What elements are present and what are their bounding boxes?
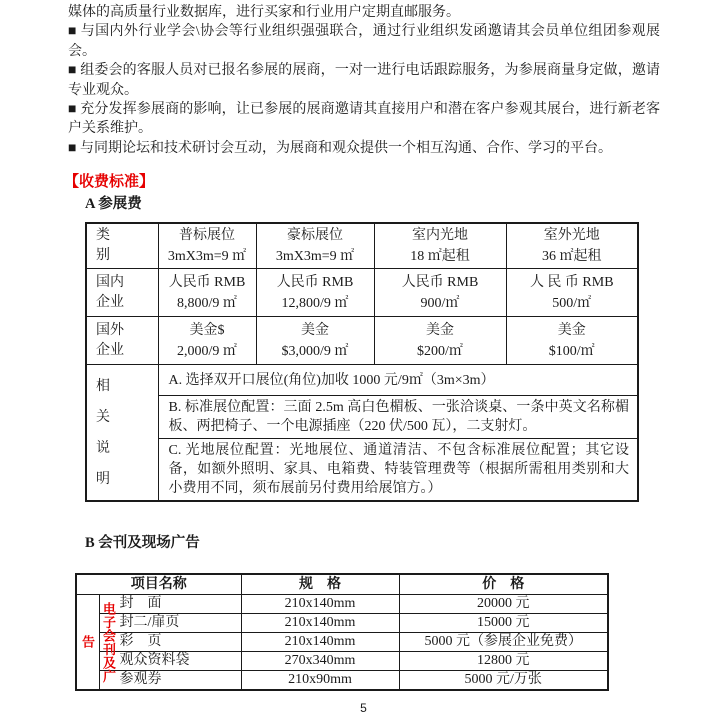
ad-table-row [76, 671, 608, 691]
foreign-price-row [86, 317, 638, 365]
section-b-heading: B 会刊及现场广告 [85, 535, 200, 551]
exhibit-fee-table [85, 222, 639, 502]
notes-row-c [86, 439, 638, 502]
note-item-c: C. 光地展位配置：光地展位、通道清洁、不包含标准展位配置；其它设备，如额外照明、家具、电箱费、特装管理费等（根据所需租用类别和大小费用不同，须布展前另付费用给展馆方。） [158, 439, 638, 502]
ad-table-header-row [76, 574, 608, 595]
ad-item-spec: 210x140mm [241, 614, 399, 633]
ad-item-name: 封二/扉页 [99, 614, 241, 633]
ad-item-name: 封 面 [99, 595, 241, 614]
intro-paragraph: 媒体的高质量行业数据库，进行买家和行业用户定期直邮服务。 [68, 5, 460, 20]
ad-item-price: 12800 元 [399, 652, 608, 671]
intro-paragraph: ■ 组委会的客服人员对已报名参展的展商，一对一进行电话跟踪服务，为参展商量身定做，邀请专业观众。 [68, 63, 660, 98]
price-cell: 美金 $200/㎡ [374, 317, 506, 365]
booth-type-header-standard: 普标展位 3mX3m=9 ㎡ [158, 223, 256, 269]
fee-table-header-row [86, 223, 638, 269]
intro-paragraph: ■ 与同期论坛和技术研讨会互动，为展商和观众提供一个相互沟通、合作、学习的平台。 [68, 140, 612, 156]
ad-item-spec: 210x90mm [241, 671, 399, 691]
ad-item-spec: 210x140mm [241, 633, 399, 652]
category-label-line: 类 [96, 228, 110, 243]
ad-item-name: 参观券 [99, 671, 241, 691]
price-cell: 人民币 RMB 12,800/9 ㎡ [256, 269, 374, 317]
domestic-price-row [86, 269, 638, 317]
domestic-label-cell: 国内 企业 [86, 269, 158, 317]
ad-header-price: 价 格 [399, 574, 608, 595]
intro-paragraph: ■ 与国内外行业学会\协会等行业组织强强联合，通过行业组织发函邀请其会员单位组团参观展会。 [68, 24, 660, 59]
section-a-heading: A 参展费 [85, 196, 142, 212]
category-label-cell [86, 223, 158, 269]
ad-header-spec: 规 格 [241, 574, 399, 595]
foreign-label-cell: 国外 企业 [86, 317, 158, 365]
ad-side-label: 电子会刊及广告 [80, 601, 116, 683]
ad-item-name: 彩 页 [99, 633, 241, 652]
notes-row-a [86, 365, 638, 396]
ad-item-spec: 210x140mm [241, 595, 399, 614]
ad-header-name: 项目名称 [76, 574, 241, 595]
intro-text [68, 3, 660, 158]
ad-rate-table [75, 573, 609, 691]
note-item-a: A. 选择双开口展位(角位)加收 1000 元/9㎡（3m×3m） [158, 365, 638, 396]
ad-item-spec: 270x340mm [241, 652, 399, 671]
ad-side-label-cell [76, 595, 116, 691]
ad-item-price: 5000 元（参展企业免费） [399, 633, 608, 652]
price-cell: 美金$ 2,000/9 ㎡ [158, 317, 256, 365]
ad-item-price: 20000 元 [399, 595, 608, 614]
note-item-b: B. 标准展位配置：三面 2.5m 高白色楣板、一张洽谈桌、一条中英文名称楣板、两把椅子、一个电源插座（220 伏/500 瓦），二支射灯。 [158, 396, 638, 439]
ad-table-row [76, 614, 608, 633]
price-cell: 人民币 RMB 8,800/9 ㎡ [158, 269, 256, 317]
notes-label-cell: 相 关 说 明 [86, 365, 158, 502]
booth-type-header-deluxe: 豪标展位 3mX3m=9 ㎡ [256, 223, 374, 269]
booth-type-header-indoor: 室内光地 18 ㎡起租 [374, 223, 506, 269]
category-label-line: 别 [96, 248, 110, 263]
ad-item-price: 5000 元/万张 [399, 671, 608, 691]
ad-table-row [76, 633, 608, 652]
ad-table-row [76, 652, 608, 671]
price-cell: 人民币 RMB 900/㎡ [374, 269, 506, 317]
ad-table-row [76, 595, 608, 614]
page-number: 5 [360, 701, 367, 715]
intro-paragraph: ■ 充分发挥参展商的影响，让已参展的展商邀请其直接用户和潜在客户参观其展台，进行新老客户关系维护。 [68, 102, 660, 137]
booth-type-header-outdoor: 室外光地 36 ㎡起租 [506, 223, 638, 269]
fee-standard-heading: 【收费标准】 [64, 174, 155, 190]
price-cell: 人 民 币 RMB 500/㎡ [506, 269, 638, 317]
ad-item-price: 15000 元 [399, 614, 608, 633]
ad-item-name: 观众资料袋 [99, 652, 241, 671]
price-cell: 美金 $3,000/9 ㎡ [256, 317, 374, 365]
price-cell: 美金 $100/㎡ [506, 317, 638, 365]
notes-row-b [86, 396, 638, 439]
